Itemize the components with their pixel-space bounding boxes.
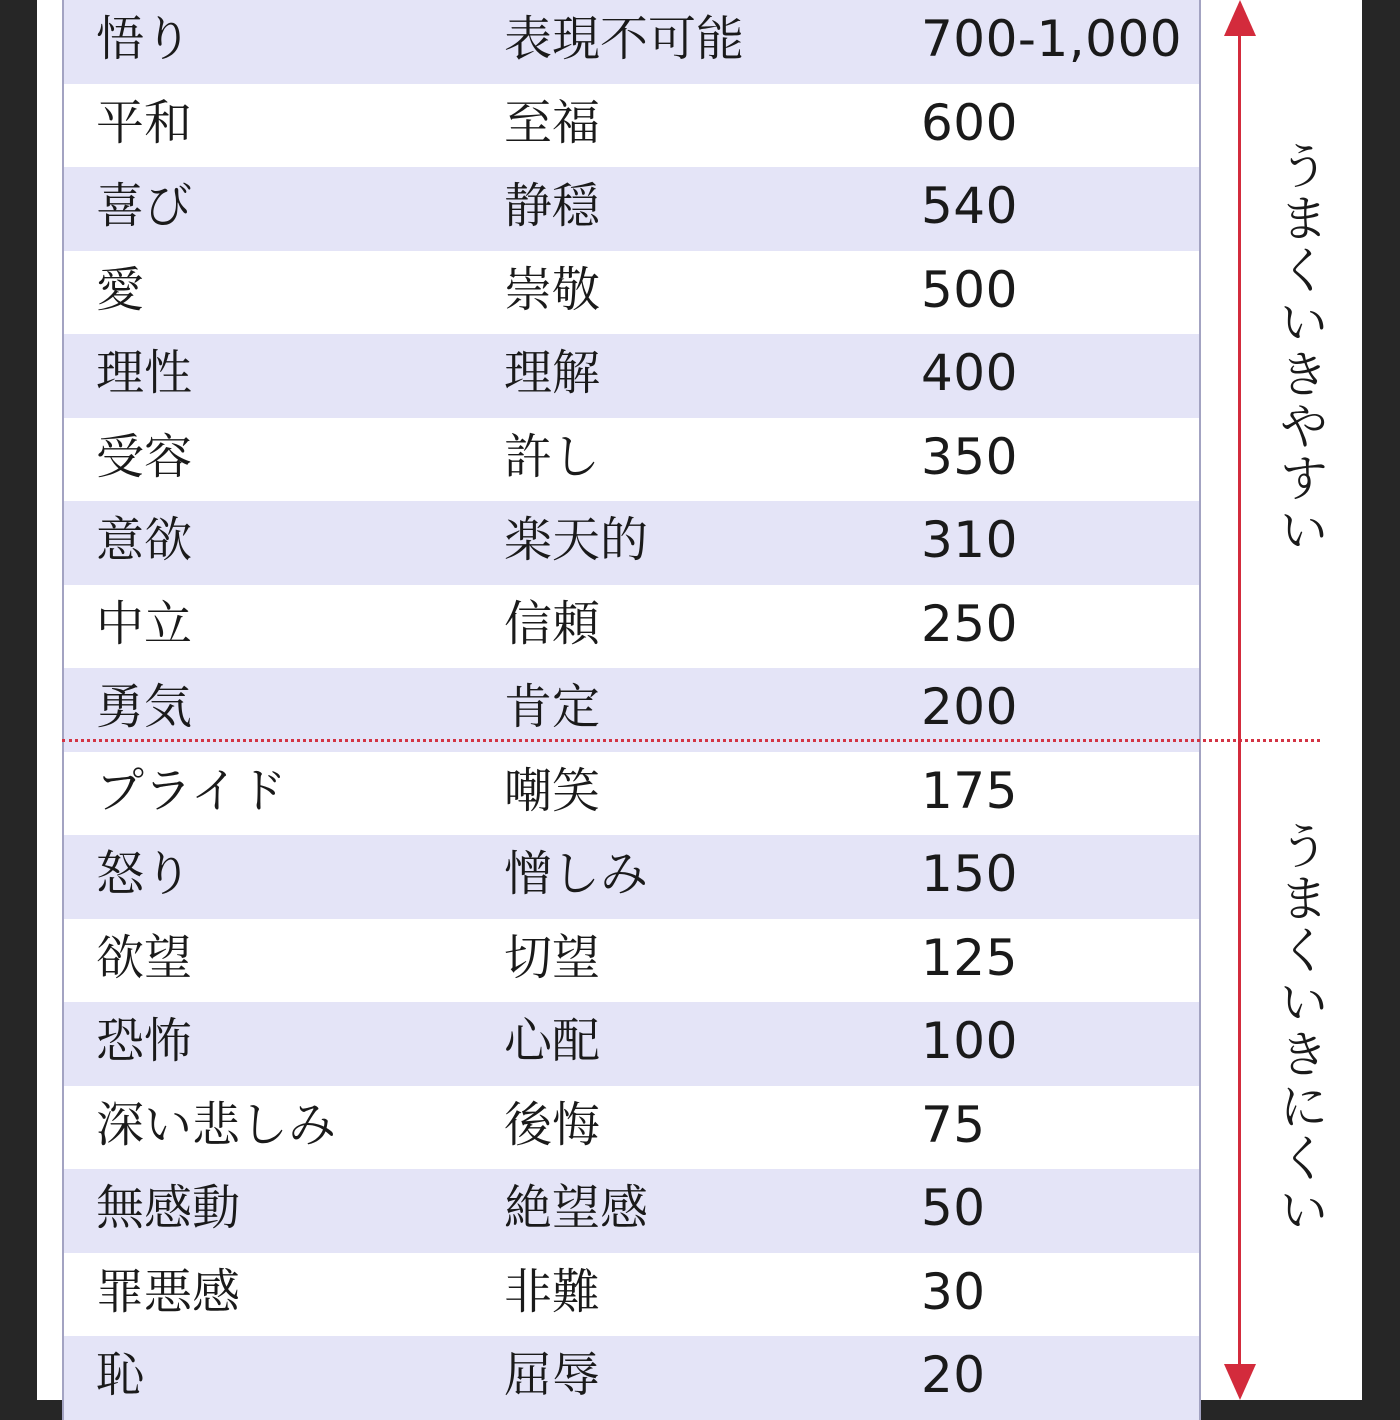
level-cell: 喜び <box>96 178 193 234</box>
value-cell: 75 <box>921 1095 986 1154</box>
table-row <box>64 418 1199 502</box>
table-row <box>64 84 1199 168</box>
table-row <box>64 1169 1199 1253</box>
table-row <box>64 919 1199 1003</box>
level-cell: 悟り <box>96 11 193 67</box>
level-cell: 意欲 <box>96 512 193 568</box>
emotion-cell: 至福 <box>504 94 601 151</box>
level-cell: プライド <box>96 762 287 819</box>
level-cell: 勇気 <box>96 679 193 735</box>
value-cell: 30 <box>921 1262 986 1321</box>
emotion-cell: 憎しみ <box>504 846 649 902</box>
value-cell: 350 <box>921 427 1018 486</box>
level-cell: 無感動 <box>96 1180 241 1236</box>
value-cell: 200 <box>921 678 1018 736</box>
side-label-lower: うまくいきにくい <box>1271 820 1329 1236</box>
level-cell: 罪悪感 <box>96 1263 241 1320</box>
emotion-cell: 許し <box>504 428 601 485</box>
level-cell: 欲望 <box>96 929 193 986</box>
value-cell: 600 <box>921 93 1018 152</box>
level-cell: 深い悲しみ <box>96 1096 337 1153</box>
table-row <box>64 752 1199 836</box>
emotion-cell: 楽天的 <box>504 512 649 568</box>
emotion-cell: 後悔 <box>504 1096 601 1153</box>
table-row <box>64 251 1199 335</box>
level-cell: 恐怖 <box>96 1013 193 1069</box>
value-cell: 310 <box>921 511 1018 569</box>
table-row <box>64 1086 1199 1170</box>
level-cell: 愛 <box>96 261 145 318</box>
emotion-cell: 信頼 <box>504 595 601 652</box>
level-cell: 理性 <box>96 345 193 401</box>
emotion-cell: 理解 <box>504 345 601 401</box>
table-row <box>64 585 1199 669</box>
side-label-upper: うまくいきやすい <box>1271 140 1329 556</box>
level-cell: 平和 <box>96 94 193 151</box>
level-cell: 恥 <box>96 1347 145 1403</box>
value-cell: 20 <box>921 1346 986 1404</box>
table-row <box>64 1253 1199 1337</box>
value-cell: 125 <box>921 928 1018 987</box>
emotion-cell: 表現不可能 <box>504 11 745 67</box>
table-row <box>64 0 1199 84</box>
success-divider-line <box>62 739 1320 742</box>
emotion-cell: 屈辱 <box>504 1347 601 1403</box>
table-row <box>64 1336 1199 1420</box>
value-cell: 540 <box>921 177 1018 235</box>
value-cell: 500 <box>921 260 1018 319</box>
value-cell: 100 <box>921 1012 1018 1070</box>
value-cell: 50 <box>921 1179 986 1237</box>
value-cell: 400 <box>921 344 1018 402</box>
scale-arrow-line <box>1238 22 1241 1378</box>
emotion-cell: 非難 <box>504 1263 601 1320</box>
value-cell: 700-1,000 <box>921 10 1183 68</box>
value-cell: 250 <box>921 594 1018 653</box>
level-cell: 中立 <box>96 595 193 652</box>
level-cell: 怒り <box>96 846 193 902</box>
emotion-cell: 切望 <box>504 929 601 986</box>
emotion-cell: 絶望感 <box>504 1180 649 1236</box>
table-row <box>64 1002 1199 1086</box>
level-cell: 受容 <box>96 428 193 485</box>
arrow-down-icon <box>1224 1364 1256 1400</box>
table-row <box>64 501 1199 585</box>
table-row <box>64 334 1199 418</box>
consciousness-scale-table <box>62 0 1201 1420</box>
table-row <box>64 167 1199 251</box>
emotion-cell: 嘲笑 <box>504 762 601 819</box>
emotion-cell: 心配 <box>504 1013 601 1069</box>
emotion-cell: 静穏 <box>504 178 601 234</box>
emotion-cell: 肯定 <box>504 679 601 735</box>
value-cell: 150 <box>921 845 1018 903</box>
emotion-cell: 崇敬 <box>504 261 601 318</box>
value-cell: 175 <box>921 761 1018 820</box>
table-row <box>64 835 1199 919</box>
